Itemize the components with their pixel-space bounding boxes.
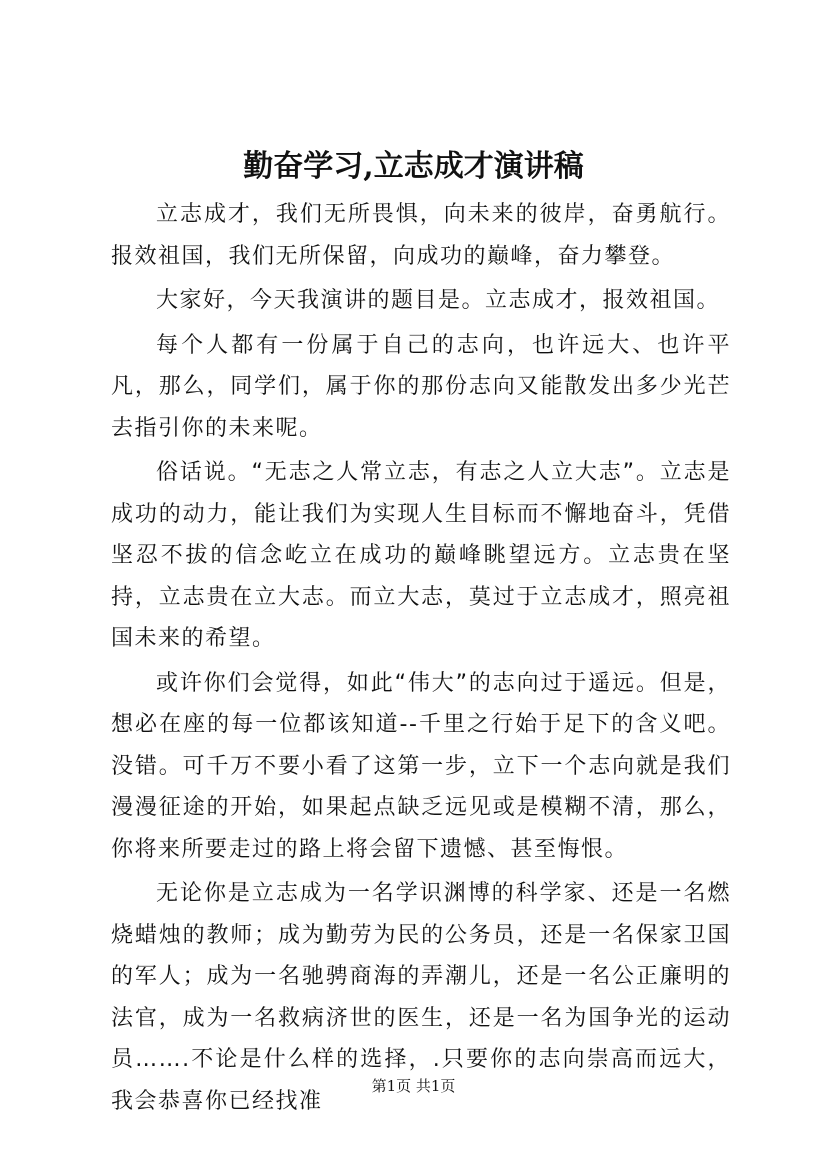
document-body: [111, 194, 731, 1125]
paragraph-5: 或许你们会觉得，如此“伟大”的志向过于遥远。但是，想必在座的每一位都该知道--千里之行始于足下的含义吧。没错。可千万不要小看了这第一步，立下一个志向就是我们漫漫征途的开始，如果起点缺乏远见或是模糊不清，那么，你将来所要走过的路上将会留下遗憾、甚至悔恨。: [111, 670, 731, 862]
document-title: 勤奋学习,立志成才演讲稿: [243, 149, 584, 184]
page-footer: 第1页 共1页: [371, 1077, 456, 1095]
paragraph-4: 俗话说。“无志之人常立志，有志之人立大志”。立志是成功的动力，能让我们为实现人生目标而不懈地奋斗，凭借坚忍不拔的信念屹立在成功的巅峰眺望远方。立志贵在坚持，立志贵在立大志。而立大志，莫过于立志成才，照亮祖国未来的希望。: [111, 460, 731, 651]
paragraph-2: 大家好，今天我演讲的题目是。立志成才，报效祖国。: [156, 288, 721, 313]
paragraph-6: 无论你是立志成为一名学识渊博的科学家、还是一名燃烧蜡烛的教师；成为勤劳为民的公务员，还是一名保家卫国的军人；成为一名驰骋商海的弄潮儿，还是一名公正廉明的法官，成为一名救病济世的医生，还是一名为国争光的运动员…….不论是什么样的选择，.只要你的志向崇高而远大，我会恭喜你已经找准: [111, 881, 731, 1114]
paragraph-1: 立志成才，我们无所畏惧，向未来的彼岸，奋勇航行。报效祖国，我们无所保留，向成功的巅峰，奋力攀登。: [111, 202, 731, 269]
paragraph-3: 每个人都有一份属于自己的志向，也许远大、也许平凡，那么，同学们，属于你的那份志向又能散发出多少光芒去指引你的未来呢。: [111, 332, 731, 441]
